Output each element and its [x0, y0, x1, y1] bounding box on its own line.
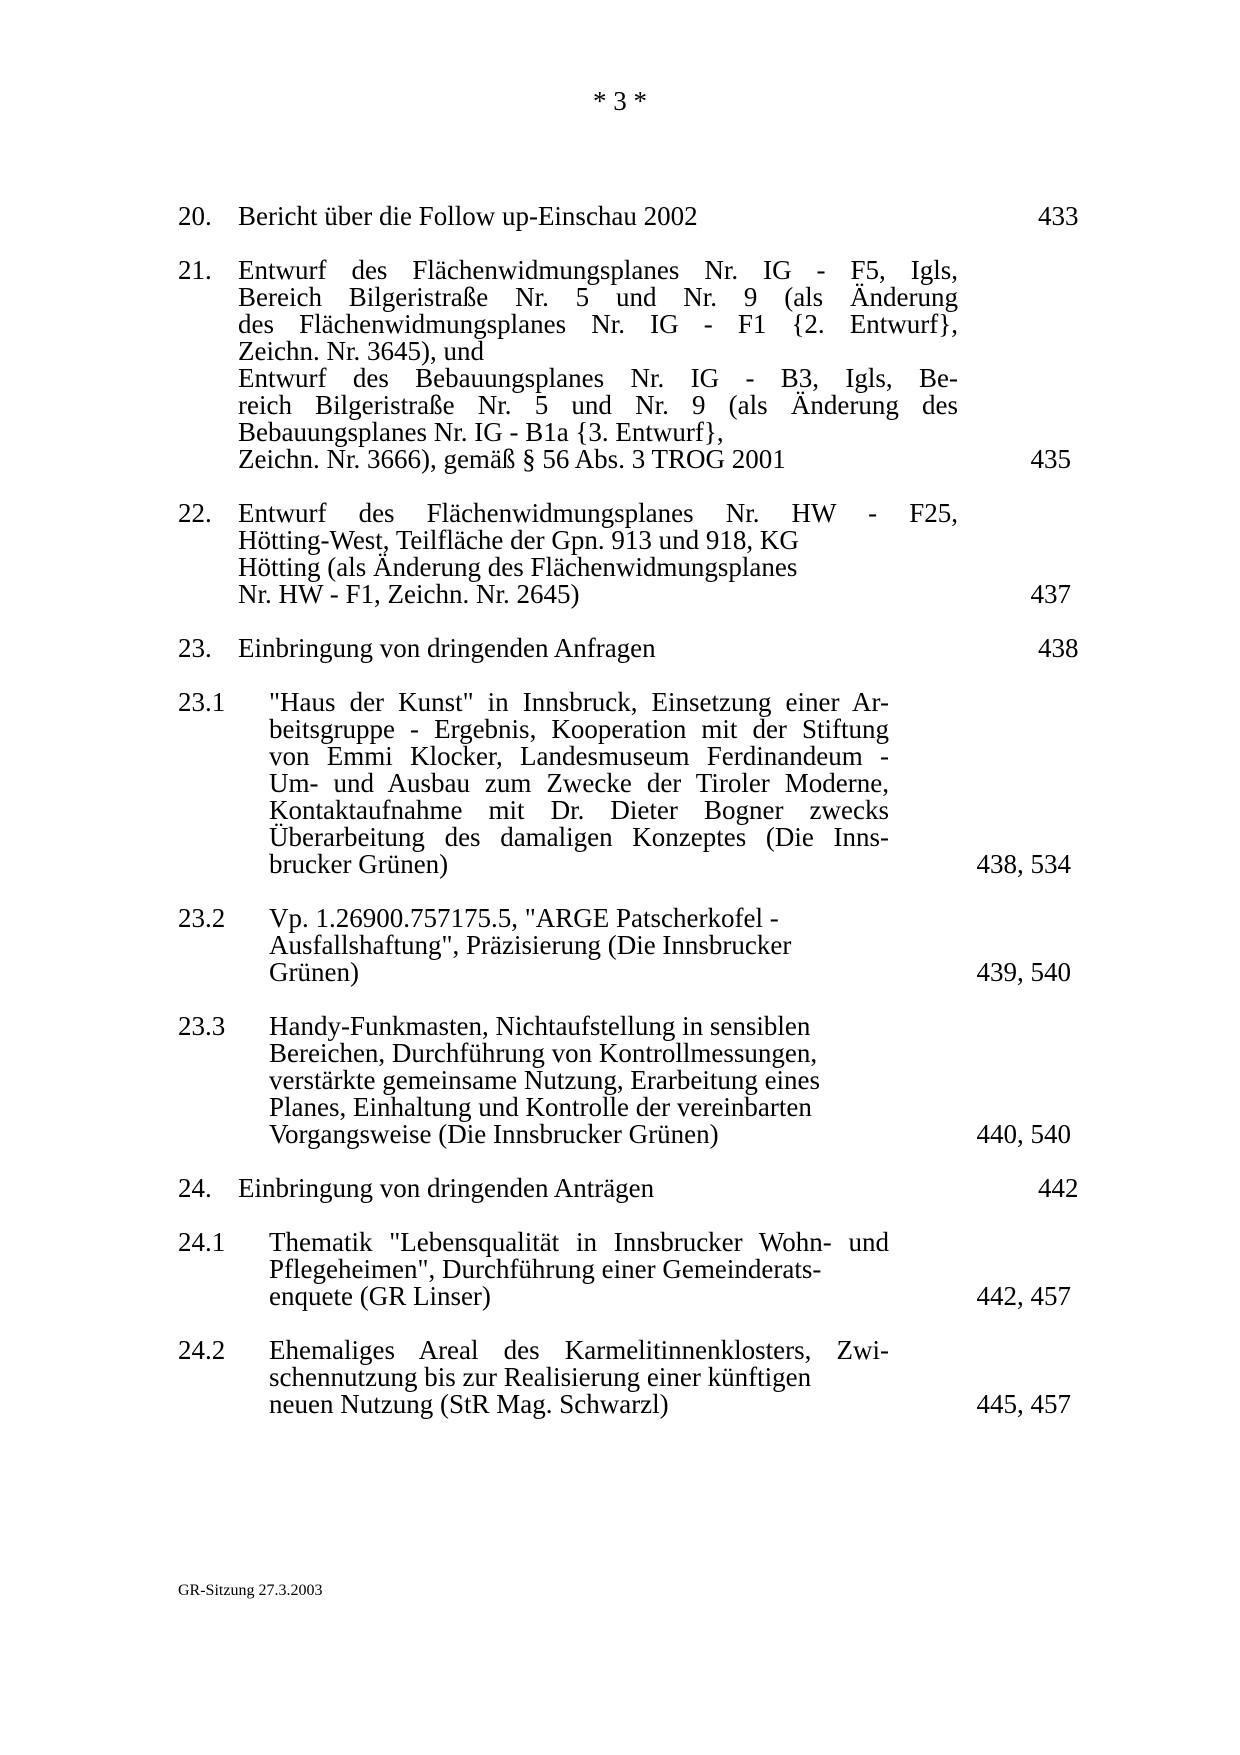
toc-entry-line: "Haus der Kunst" in Innsbruck, Einsetzung einer Ar- [269, 687, 889, 717]
toc-entry-line: beitsgruppe - Ergebnis, Kooperation mit der Stiftung [269, 714, 889, 744]
toc-entry-line: brucker Grünen) [269, 849, 449, 879]
toc-entry-line: Handy-Funkmasten, Nichtaufstellung in sensiblen [269, 1011, 811, 1041]
toc-entry-line: Thematik "Lebensqualität in Innsbrucker Wohn- und [269, 1227, 889, 1257]
table-of-contents [178, 201, 1079, 1419]
toc-entry-title [238, 635, 1038, 662]
toc-entry-pages: 440, 540 [976, 1119, 1071, 1149]
toc-entry-23-3[interactable] [178, 1013, 1071, 1148]
toc-entry-line: enquete (GR Linser) [269, 1281, 491, 1311]
toc-entry-line: Nr. HW - F1, Zeichn. Nr. 2645) [238, 579, 580, 609]
toc-entry-line: reich Bilgeristraße Nr. 5 und Nr. 9 (als Änderung des [238, 390, 958, 420]
toc-entry-line: neuen Nutzung (StR Mag. Schwarzl) [269, 1389, 669, 1419]
toc-entry-line: Pflegeheimen", Durchführung einer Gemeinderats- [269, 1254, 822, 1284]
toc-entry-title [238, 257, 958, 473]
toc-entry-23[interactable] [178, 633, 1079, 663]
toc-entry-title [269, 1013, 889, 1148]
toc-entry-title [269, 905, 889, 986]
toc-entry-number: 21. [178, 255, 212, 285]
toc-entry-number: 23.3 [178, 1011, 226, 1041]
toc-entry-line: verstärkte gemeinsame Nutzung, Erarbeitung eines [269, 1065, 821, 1095]
toc-entry-line: Überarbeitung des damaligen Konzeptes (Die Inns- [269, 822, 889, 852]
toc-entry-24-2[interactable] [178, 1337, 1071, 1418]
toc-entry-number: 20. [178, 201, 212, 231]
toc-entry-20[interactable] [178, 201, 1079, 231]
toc-entry-pages: 435 [1030, 444, 1071, 474]
toc-entry-line: Kontaktaufnahme mit Dr. Dieter Bogner zwecks [269, 795, 889, 825]
toc-entry-23-2[interactable] [178, 905, 1071, 986]
toc-entry-pages: 437 [1030, 579, 1071, 609]
page-number: * 3 * [593, 86, 647, 116]
toc-entry-line: Einbringung von dringenden Anfragen [238, 633, 656, 663]
toc-entry-title [238, 203, 1038, 230]
toc-entry-number: 23.2 [178, 903, 226, 933]
toc-entry-23-1[interactable] [178, 689, 1071, 878]
toc-entry-line: Zeichn. Nr. 3666), gemäß § 56 Abs. 3 TROG 2001 [238, 444, 786, 474]
toc-entry-pages: 438 [1038, 633, 1079, 663]
toc-entry-line: Entwurf des Bebauungsplanes Nr. IG - B3, Igls, Be- [238, 363, 958, 393]
toc-entry-line: Ausfallshaftung", Präzisierung (Die Innsbrucker [269, 930, 792, 960]
toc-entry-line: Planes, Einhaltung und Kontrolle der vereinbarten [269, 1092, 812, 1122]
toc-entry-24[interactable] [178, 1173, 1079, 1203]
toc-entry-line: Hötting-West, Teilfläche der Gpn. 913 und 918, KG [238, 525, 799, 555]
toc-entry-line: Bericht über die Follow up-Einschau 2002 [238, 201, 698, 231]
footer-session-date: GR-Sitzung 27.3.2003 [178, 1582, 323, 1599]
toc-entry-line: Hötting (als Änderung des Flächenwidmungsplanes [238, 552, 798, 582]
toc-entry-line: des Flächenwidmungsplanes Nr. IG - F1 {2. Entwurf}, [238, 309, 958, 339]
toc-entry-line: Grünen) [269, 957, 359, 987]
toc-entry-21[interactable] [178, 257, 1071, 473]
toc-entry-pages: 439, 540 [976, 957, 1071, 987]
toc-entry-number: 23.1 [178, 687, 226, 717]
toc-entry-pages: 438, 534 [976, 849, 1071, 879]
toc-entry-title [269, 1337, 889, 1418]
toc-entry-line: Vorgangsweise (Die Innsbrucker Grünen) [269, 1119, 719, 1149]
toc-entry-number: 23. [178, 633, 212, 663]
toc-entry-line: schennutzung bis zur Realisierung einer künftigen [269, 1362, 812, 1392]
toc-entry-pages: 433 [1038, 201, 1079, 231]
toc-entry-24-1[interactable] [178, 1229, 1071, 1310]
toc-entry-title [269, 1229, 889, 1310]
toc-entry-pages: 445, 457 [976, 1389, 1071, 1419]
toc-entry-line: Einbringung von dringenden Anträgen [238, 1173, 655, 1203]
toc-entry-line: von Emmi Klocker, Landesmuseum Ferdinandeum - [269, 741, 889, 771]
toc-entry-line: Zeichn. Nr. 3645), und [238, 336, 484, 366]
toc-entry-title [238, 500, 958, 608]
toc-entry-line: Um- und Ausbau zum Zwecke der Tiroler Moderne, [269, 768, 889, 798]
toc-entry-line: Vp. 1.26900.757175.5, "ARGE Patscherkofel - [269, 903, 779, 933]
toc-entry-line: Entwurf des Flächenwidmungsplanes Nr. HW - F25, [238, 498, 958, 528]
toc-entry-pages: 442 [1038, 1173, 1079, 1203]
toc-entry-line: Bereich Bilgeristraße Nr. 5 und Nr. 9 (als Änderung [238, 282, 958, 312]
toc-entry-line: Bebauungsplanes Nr. IG - B1a {3. Entwurf}, [238, 417, 724, 447]
toc-entry-line: Entwurf des Flächenwidmungsplanes Nr. IG - F5, Igls, [238, 255, 958, 285]
toc-entry-line: Bereichen, Durchführung von Kontrollmessungen, [269, 1038, 818, 1068]
toc-entry-line: Ehemaliges Areal des Karmelitinnenklosters, Zwi- [269, 1335, 889, 1365]
toc-entry-number: 24.2 [178, 1335, 226, 1365]
toc-entry-title [238, 1175, 1038, 1202]
toc-entry-22[interactable] [178, 500, 1071, 608]
toc-entry-pages: 442, 457 [976, 1281, 1071, 1311]
toc-entry-number: 24.1 [178, 1227, 226, 1257]
toc-entry-number: 24. [178, 1173, 212, 1203]
toc-entry-number: 22. [178, 498, 212, 528]
toc-entry-title [269, 689, 889, 878]
